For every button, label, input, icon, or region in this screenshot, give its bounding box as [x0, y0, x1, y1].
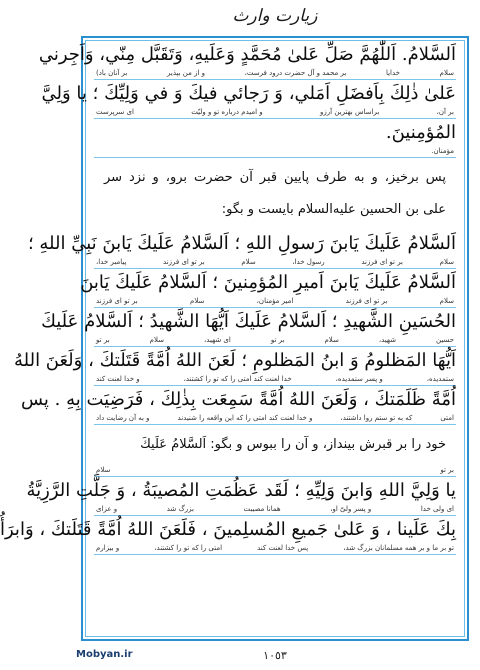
document-body: [0, 40, 465, 637]
translation-word: ای شهید،: [204, 336, 231, 344]
prayer-verse-block: [13, 230, 464, 425]
translation-word: خدا لعنت کند امتی را که تو را کشتند،: [183, 375, 292, 383]
translation-word: سلام: [439, 69, 454, 77]
translation-word: رسول خدا،: [292, 258, 325, 266]
page-title: زیارت وارث: [232, 6, 318, 26]
page-frame: [0, 36, 469, 641]
translation-word: بر تو ای فرزند: [96, 297, 138, 305]
translation-word: خدایا: [385, 69, 400, 77]
arabic-line: عَلىٰ ذٰلِكَ بِاَفضَلِ اَمَلي، وَ رَجائي فيكَ وَ في وَلِيِّكَ ؛ يا وَلِيَّ: [41, 83, 456, 104]
translation-word: براساس بهترین آرزو: [320, 108, 380, 116]
translation-word: و پسر ولیّ او،: [330, 505, 372, 513]
translation-word: بر محمد و آل حضرت درود فرست،: [244, 69, 347, 77]
translation-word: ستمدیده،: [426, 375, 454, 383]
translation-word: سلام: [241, 258, 256, 266]
translation-line: [94, 257, 456, 269]
translation-word: و پسر ستمدیده،: [335, 375, 383, 383]
translation-word: شهید،: [378, 336, 396, 344]
translation-line: [94, 465, 456, 477]
translation-word: همانا مصیبت: [243, 505, 281, 513]
site-watermark: Mobyan.ir: [76, 649, 133, 660]
arabic-line: بِكَ عَلَينا ، وَ عَلىٰ جَميعِ المُسلِمينَ ، فَلَعَنَ اللهُ اُمَّةً قَتَلَتكَ ، وَابرَأُ: [0, 519, 456, 540]
translation-word: بر تو: [270, 336, 285, 344]
translation-word: امتی را که تو را کشتند،: [154, 544, 223, 552]
translation-line: [94, 543, 456, 555]
translation-word: و عزای: [96, 505, 118, 513]
translation-word: بر تو ای فرزند: [345, 297, 388, 305]
instruction-block: [86, 162, 464, 226]
translation-word: مؤمنان.: [431, 147, 454, 155]
translation-word: و به آن رضایت داد: [96, 414, 150, 422]
translation-word: امیر مؤمنان،: [256, 297, 294, 305]
section-spacer: [86, 555, 464, 559]
translation-word: که به تو ستم روا داشتند،: [340, 414, 413, 422]
translation-word: پس خدا لعنت کند: [257, 544, 309, 552]
arabic-line: اَلسَّلامُ عَلَيكَ يَابنَ رَسولِ اللهِ ؛ اَلسَّلامُ عَلَيكَ يَابنَ نَبِيِّ اللهِ ؛: [27, 233, 456, 254]
translation-word: امتی: [440, 414, 454, 422]
translation-line: [94, 68, 456, 80]
translation-word: سلام: [149, 336, 165, 344]
arabic-line: اُمَّةً ظَلَمَتكَ ، وَلَعَنَ اللهُ اُمَّةً سَمِعَت بِذٰلِكَ ، فَرَضِيَت بِهِ . پس: [20, 389, 456, 410]
translation-word: سلام: [439, 258, 454, 266]
translation-word: سلام: [96, 466, 111, 474]
translation-word: ای سرپرست: [96, 108, 134, 116]
translation-word: و خدا لعنت کند امتی را که این واقعه را شنیدند: [177, 414, 313, 422]
translation-line: [94, 504, 456, 516]
translation-word: ای ولی خدا: [420, 505, 454, 513]
translation-word: بر آنان باد): [96, 69, 128, 77]
arabic-line: اَلسَّلامُ عَلَيكَ يَابنَ اَميرِ المُؤمِنينَ ؛ اَلسَّلامُ عَلَيكَ يَابنَ: [80, 272, 456, 293]
arabic-line: اَلسَّلامُ. اَللّٰهُمَّ صَلِّ عَلىٰ مُحَمَّدٍ وَعَلَيهِ، وَتَقَبَّل مِنّي، وَاَجِرني: [38, 44, 456, 65]
translation-word: بر تو: [440, 466, 454, 474]
translation-word: بر آن،: [436, 108, 454, 116]
arabic-line: اَيُّهَا المَظلومُ وَ ابنُ المَظلومِ ؛ لَعَنَ اللهُ اُمَّةً قَتَلَتكَ ، وَلَعَنَ اللهُ: [13, 350, 456, 371]
translation-word: سلام: [189, 297, 205, 305]
instruction-block: [86, 429, 464, 461]
translation-word: و بیزارم: [96, 544, 120, 552]
translation-word: بر تو ای فرزند: [163, 258, 205, 266]
translation-word: بر تو: [96, 336, 110, 344]
arabic-line: يا وَلِيَّ اللهِ وَابنَ وَلِيِّهِ ؛ لَقَد عَظُمَتِ المُصيبَةُ ، وَ جَلَّتِ الرَّزِيَّةُ: [26, 480, 456, 501]
prayer-verse-block: [0, 465, 464, 555]
translation-word: و امیدم درباره تو و ولیّت: [191, 108, 263, 116]
translation-word: پیامبر خدا،: [96, 258, 127, 266]
translation-line: [94, 374, 456, 386]
arabic-line: الحُسَينِ الشَّهيدِ ؛ اَلسَّلامُ عَلَيكَ اَيُّهَا الشَّهيدُ ؛ اَلسَّلامُ عَلَيكَ: [41, 311, 456, 332]
translation-word: و خدا لعنت کند: [96, 375, 140, 383]
translation-word: و از من بپذیر: [167, 69, 206, 77]
arabic-line: المُؤمِنينَ.: [385, 122, 456, 143]
translation-line: [94, 296, 456, 308]
translation-word: بر تو ای فرزند: [361, 258, 403, 266]
translation-word: سلام: [439, 297, 454, 305]
prayer-verse-block: [38, 41, 464, 158]
translation-word: بزرگ شد: [166, 505, 194, 513]
translation-word: تو بر ما و بر همه مسلمانان بزرگ شد،: [343, 544, 454, 552]
translation-line: [94, 413, 456, 425]
translation-word: حسین: [435, 336, 454, 344]
instruction-line: پس برخیز، و به طرف پایین قبر آن حضرت برو، و نزد سر: [104, 170, 446, 185]
translation-word: سلام: [324, 336, 339, 344]
instruction-line: خود را بر قبرش بینداز، و آن را ببوس و بگو: اَلسَّلامُ عَلَيكَ: [140, 437, 446, 452]
instruction-line: علی بن الحسین عليه‌السلام بایست و بگو:: [221, 202, 446, 217]
translation-line: [94, 146, 456, 158]
page-number: ١٠٥٣: [263, 649, 287, 662]
translation-line: [94, 107, 456, 119]
translation-line: [94, 335, 456, 347]
